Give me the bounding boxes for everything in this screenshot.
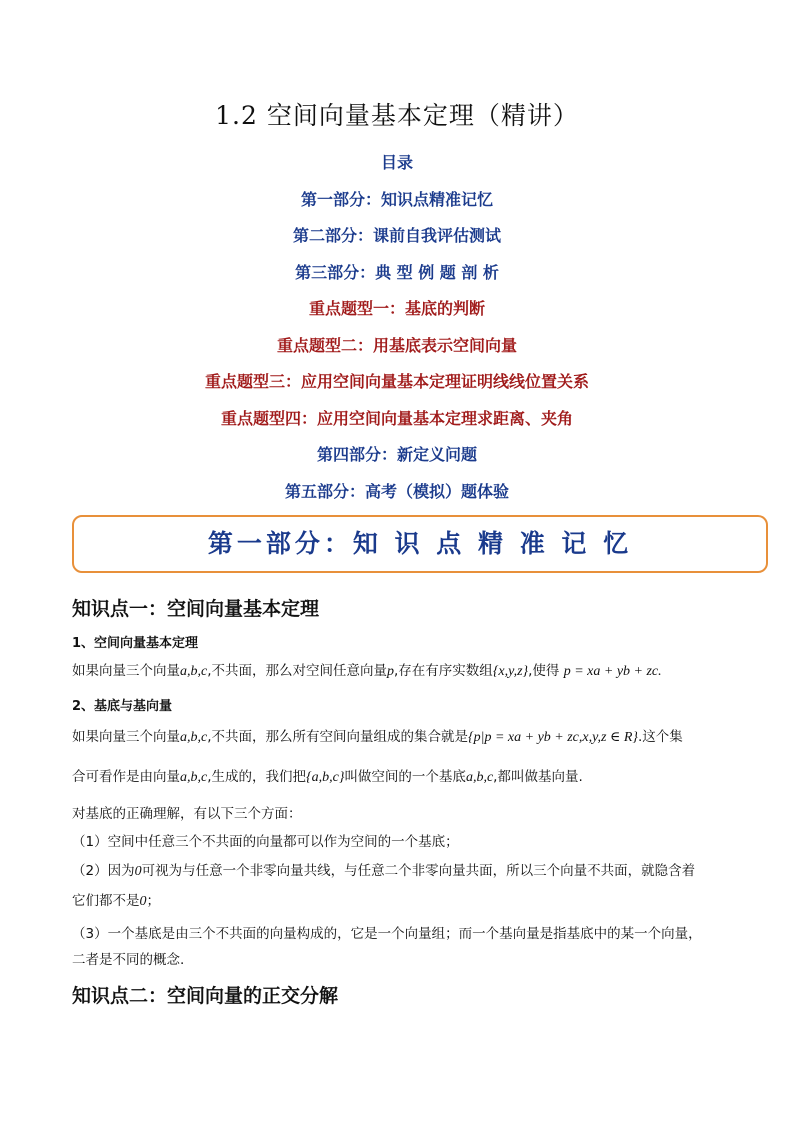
zero-vector: 0 [139,894,147,909]
text: ； [146,893,160,909]
subheading-1-text: 1、空间向量基本定理 [72,636,199,651]
text: ,生成的，我们把 [207,769,307,785]
ordered-triple: {x,y,z} [492,664,529,679]
zero-vector: 0 [134,864,142,879]
list-item-2-continued [72,891,732,912]
vector-list: a,b,c [180,770,208,785]
toc-item: 重点题型三：应用空间向量基本定理证明线线位置关系 [204,372,589,391]
vector-list: a,b,c [180,664,208,679]
subheading-2-text: 2、基底与基向量 [72,699,173,714]
section-heading [72,594,732,621]
text: 如果向量三个向量 [72,729,180,745]
text: ,都叫做基向量. [493,769,583,785]
text: .这个集 [638,729,683,745]
table-of-contents [0,150,794,515]
subheading-2 [72,695,732,714]
vector-list: a,b,c [180,730,208,745]
toc-item: 重点题型二：用基底表示空间向量 [276,335,517,355]
knowledge-point-2-heading: 知识点二：空间向量的正交分解 [72,985,339,1007]
toc-item: 重点题型一：基底的判断 [308,299,485,318]
list-item-3-continued: 二者是不同的概念. [72,952,185,968]
paragraph-4: 对基底的正确理解，有以下三个方面： [72,806,302,822]
subheading-1 [72,632,732,651]
text: 可视为与任意一个非零向量共线，与任意二个非零向量共面，所以三个向量不共面，就隐含着 [141,863,696,879]
text: ,不共面，那么对空间任意向量 [207,663,388,679]
list-item-3: （3）一个基底是由三个不共面的向量构成的，它是一个向量组；而一个基向量是指基底中的某一个向量， [72,926,702,942]
text: 它们都不是 [72,893,140,909]
text: ,存在有序实数组 [394,663,493,679]
basis-set: {a,b,c} [306,770,345,785]
vector-p: p [387,664,395,679]
toc-item: 第二部分：课前自我评估测试 [292,226,501,245]
toc-item: 第五部分：高考（模拟）题体验 [284,481,509,501]
text: 如果向量三个向量 [72,663,180,679]
toc-heading: 目录 [380,153,413,172]
list-item-1: （1）空间中任意三个不共面的向量都可以作为空间的一个基底； [72,834,459,850]
toc-item: 第四部分：新定义问题 [316,445,477,464]
toc-item: 重点题型四：应用空间向量基本定理求距离、夹角 [220,408,573,428]
vector-list: a,b,c [465,770,494,785]
toc-item: 第一部分：知识点精准记忆 [300,189,493,209]
equation: p = xa + yb + zc. [563,664,662,679]
text: 合可看作是由向量 [72,769,180,785]
text: 叫做空间的一个基底 [344,769,466,785]
set-expression: {p|p = xa + yb + zc,x,y,z ∈ R} [468,730,639,745]
list-item-2 [72,861,752,882]
paragraph-3 [72,767,752,788]
paragraph-2 [72,727,752,748]
section-banner: 第一部分：知 识 点 精 准 记 忆 [72,515,768,573]
paragraph-1 [72,661,752,682]
text: ,使得 [528,663,560,679]
knowledge-point-1-heading: 知识点一：空间向量基本定理 [72,598,320,620]
section-heading-2 [72,981,732,1008]
text: （2）因为 [72,863,135,879]
toc-item: 第三部分：典 型 例 题 剖 析 [295,262,499,282]
page-title: 1.2 空间向量基本定理（精讲） [215,101,579,130]
text: ,不共面，那么所有空间向量组成的集合就是 [207,729,469,745]
